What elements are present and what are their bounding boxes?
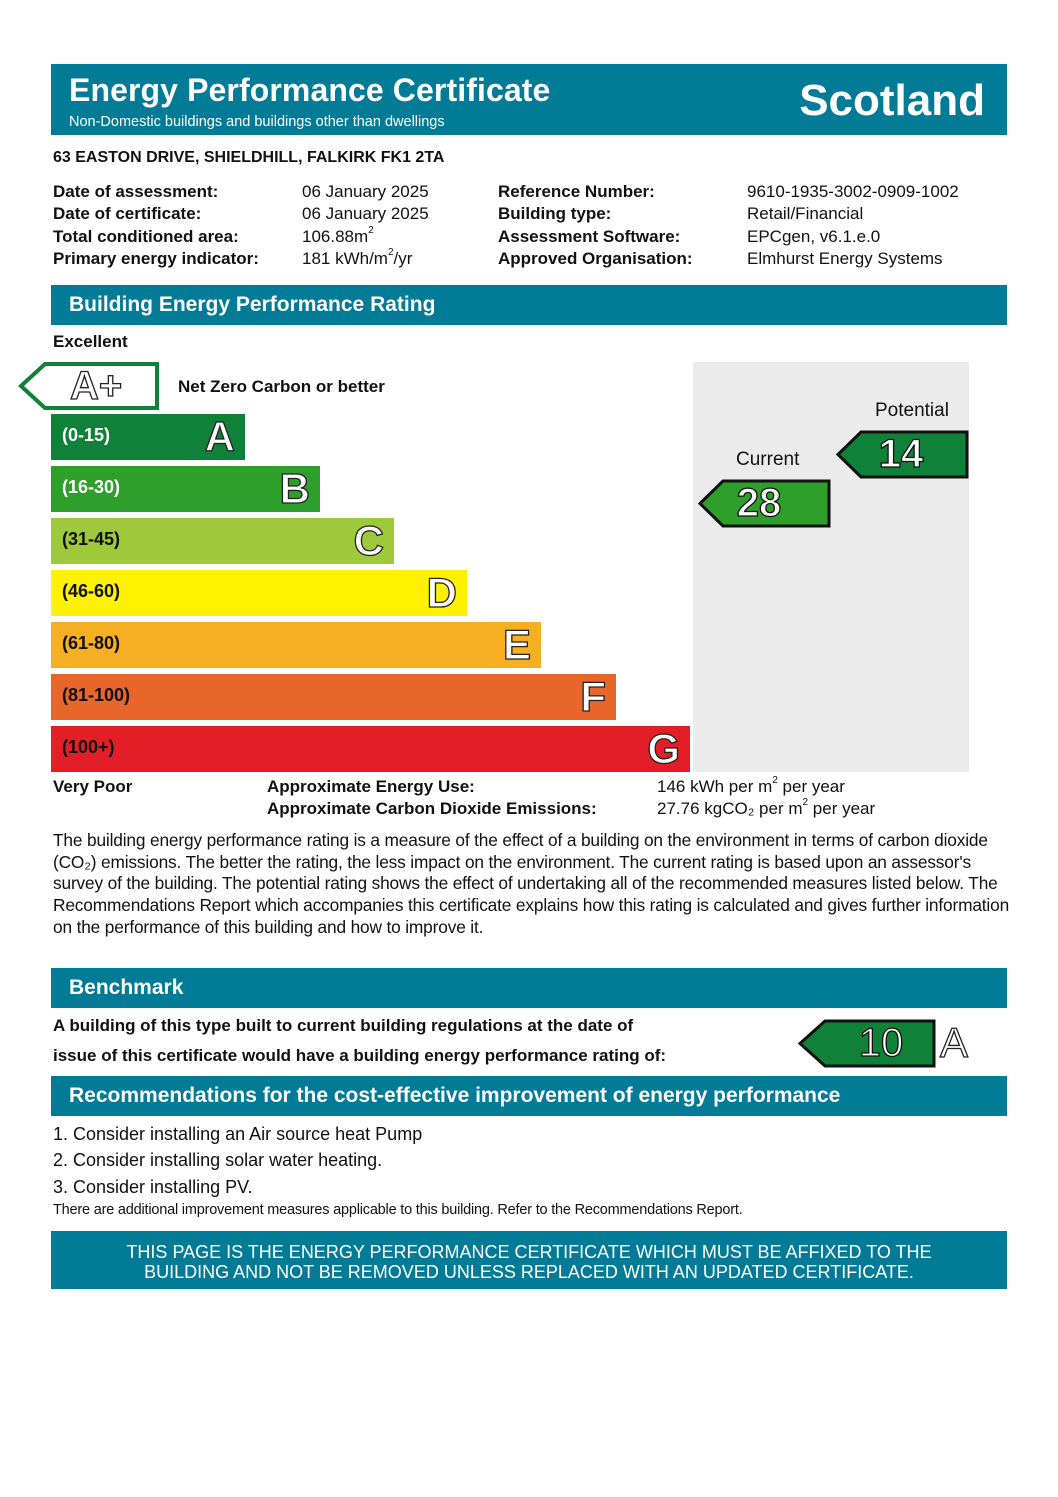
recommendation-item: 1. Consider installing an Air source heat Pump bbox=[53, 1124, 423, 1144]
certificate-title: Energy Performance Certificate bbox=[69, 72, 551, 108]
region-label: Scotland bbox=[799, 76, 985, 125]
band-a bbox=[51, 414, 245, 460]
energy-indicator-value: 181 kWh/m bbox=[302, 249, 388, 268]
detail-label: Primary energy indicator: bbox=[53, 249, 259, 268]
benchmark-rating-arrow bbox=[797, 1019, 937, 1068]
energy-use-label-text: Approximate Energy Use: bbox=[267, 777, 475, 796]
recommendations-section-header bbox=[51, 1076, 1007, 1116]
unit-suffix: /yr bbox=[393, 249, 413, 268]
detail-label: Total conditioned area: bbox=[53, 227, 239, 246]
section-title: Benchmark bbox=[69, 976, 184, 999]
band-letter: F bbox=[580, 673, 606, 720]
energy-use-label bbox=[267, 777, 475, 797]
benchmark-text-line1: A building of this type built to current building regulations at the date of bbox=[53, 1016, 634, 1035]
co2-value bbox=[657, 799, 875, 819]
detail-value bbox=[302, 249, 412, 269]
potential-rating-value: 14 bbox=[878, 432, 924, 476]
energy-use-value bbox=[657, 777, 845, 797]
recommendation-item: 3. Consider installing PV. bbox=[53, 1177, 253, 1197]
superscript: 2 bbox=[368, 225, 374, 236]
rating-section-header bbox=[51, 285, 1007, 325]
rating-description: The building energy performance rating is a measure of the effect of a building on the environment in terms of carbon dioxide (CO₂) emissions. The better the rating, the less impact on the environment. The current rating is based upon an assessor's survey of the building. The potential rating shows the effect of undertaking all of the recommended measures listed below. The Recommendations Report which accompanies this certificate explains how this rating is calculated and gives further information on the performance of this building and how to improve it. bbox=[53, 830, 1010, 937]
detail-value: 06 January 2025 bbox=[302, 204, 429, 223]
section-title: Building Energy Performance Rating bbox=[69, 293, 436, 316]
current-label: Current bbox=[736, 449, 800, 470]
band-range: (81-100) bbox=[62, 685, 131, 705]
co2-number: 27.76 kgCO₂ per m bbox=[657, 799, 803, 818]
area-value: 106.88m bbox=[302, 227, 369, 246]
section-title: Recommendations for the cost-effective improvement of energy performance bbox=[69, 1084, 841, 1107]
superscript: 2 bbox=[387, 247, 394, 258]
unit-suffix: per year bbox=[777, 777, 845, 796]
affix-notice bbox=[51, 1231, 1007, 1289]
band-g bbox=[51, 726, 690, 772]
detail-label: Building type: bbox=[498, 204, 612, 223]
aplus-letter: A+ bbox=[70, 364, 123, 408]
band-letter: C bbox=[353, 517, 384, 564]
detail-value: Retail/Financial bbox=[747, 204, 864, 223]
band-range: (100+) bbox=[62, 737, 115, 757]
current-rating-value: 28 bbox=[736, 481, 782, 525]
band-letter: E bbox=[502, 621, 531, 668]
benchmark-text-line2: issue of this certificate would have a building energy performance rating of: bbox=[53, 1046, 667, 1065]
current-rating-arrow bbox=[697, 479, 831, 528]
band-range: (0-15) bbox=[62, 425, 111, 445]
net-zero-label: Net Zero Carbon or better bbox=[178, 377, 385, 396]
affix-notice-line1: THIS PAGE IS THE ENERGY PERFORMANCE CERTIFICATE WHICH MUST BE AFFIXED TO THE bbox=[126, 1242, 932, 1262]
band-range: (61-80) bbox=[62, 633, 121, 653]
detail-label: Date of certificate: bbox=[53, 204, 202, 223]
affix-notice-line2: BUILDING AND NOT BE REMOVED UNLESS REPLACED WITH AN UPDATED CERTIFICATE. bbox=[144, 1262, 914, 1282]
potential-rating-arrow bbox=[835, 430, 969, 479]
band-letter: A bbox=[204, 413, 235, 460]
rating-indicator-panel bbox=[693, 362, 969, 772]
band-d bbox=[51, 570, 467, 616]
recommendation-item: 2. Consider installing solar water heating. bbox=[53, 1150, 383, 1170]
detail-value bbox=[302, 227, 374, 247]
aplus-band bbox=[18, 362, 160, 410]
detail-value: 06 January 2025 bbox=[302, 182, 429, 201]
benchmark-section-header bbox=[51, 968, 1007, 1008]
band-letter: G bbox=[647, 725, 680, 772]
band-b bbox=[51, 466, 320, 512]
detail-label: Approved Organisation: bbox=[498, 249, 693, 268]
band-range: (16-30) bbox=[62, 477, 121, 497]
property-address: 63 EASTON DRIVE, SHIELDHILL, FALKIRK FK1 2TA bbox=[53, 149, 445, 166]
detail-label: Reference Number: bbox=[498, 182, 655, 201]
very-poor-label: Very Poor bbox=[53, 777, 133, 796]
certificate-subtitle: Non-Domestic buildings and buildings other than dwellings bbox=[69, 114, 445, 130]
band-letter: B bbox=[279, 465, 310, 512]
detail-label: Date of assessment: bbox=[53, 182, 219, 201]
detail-label: Assessment Software: bbox=[498, 227, 681, 246]
detail-value: EPCgen, v6.1.e.0 bbox=[747, 227, 881, 246]
detail-value: Elmhurst Energy Systems bbox=[747, 249, 943, 268]
band-range: (46-60) bbox=[62, 581, 121, 601]
energy-use-number: 146 kWh per m bbox=[657, 777, 773, 796]
superscript: 2 bbox=[772, 775, 778, 786]
certificate-header bbox=[51, 64, 1007, 135]
superscript: 2 bbox=[802, 797, 809, 808]
benchmark-band-letter: A bbox=[940, 1019, 969, 1066]
detail-value: 9610-1935-3002-0909-1002 bbox=[747, 182, 959, 201]
potential-label: Potential bbox=[875, 400, 949, 421]
band-f bbox=[51, 674, 616, 720]
excellent-label: Excellent bbox=[53, 332, 128, 351]
band-range: (31-45) bbox=[62, 529, 121, 549]
band-e bbox=[51, 622, 541, 668]
band-letter: D bbox=[426, 569, 457, 616]
co2-label bbox=[267, 799, 597, 819]
benchmark-rating-value: 10 bbox=[858, 1021, 904, 1065]
unit-suffix: per year bbox=[808, 799, 876, 818]
band-c bbox=[51, 518, 394, 564]
co2-label-text: Approximate Carbon Dioxide Emissions: bbox=[267, 799, 597, 818]
recommendations-note: There are additional improvement measures applicable to this building. Refer to the Recommendations Report. bbox=[53, 1202, 743, 1218]
